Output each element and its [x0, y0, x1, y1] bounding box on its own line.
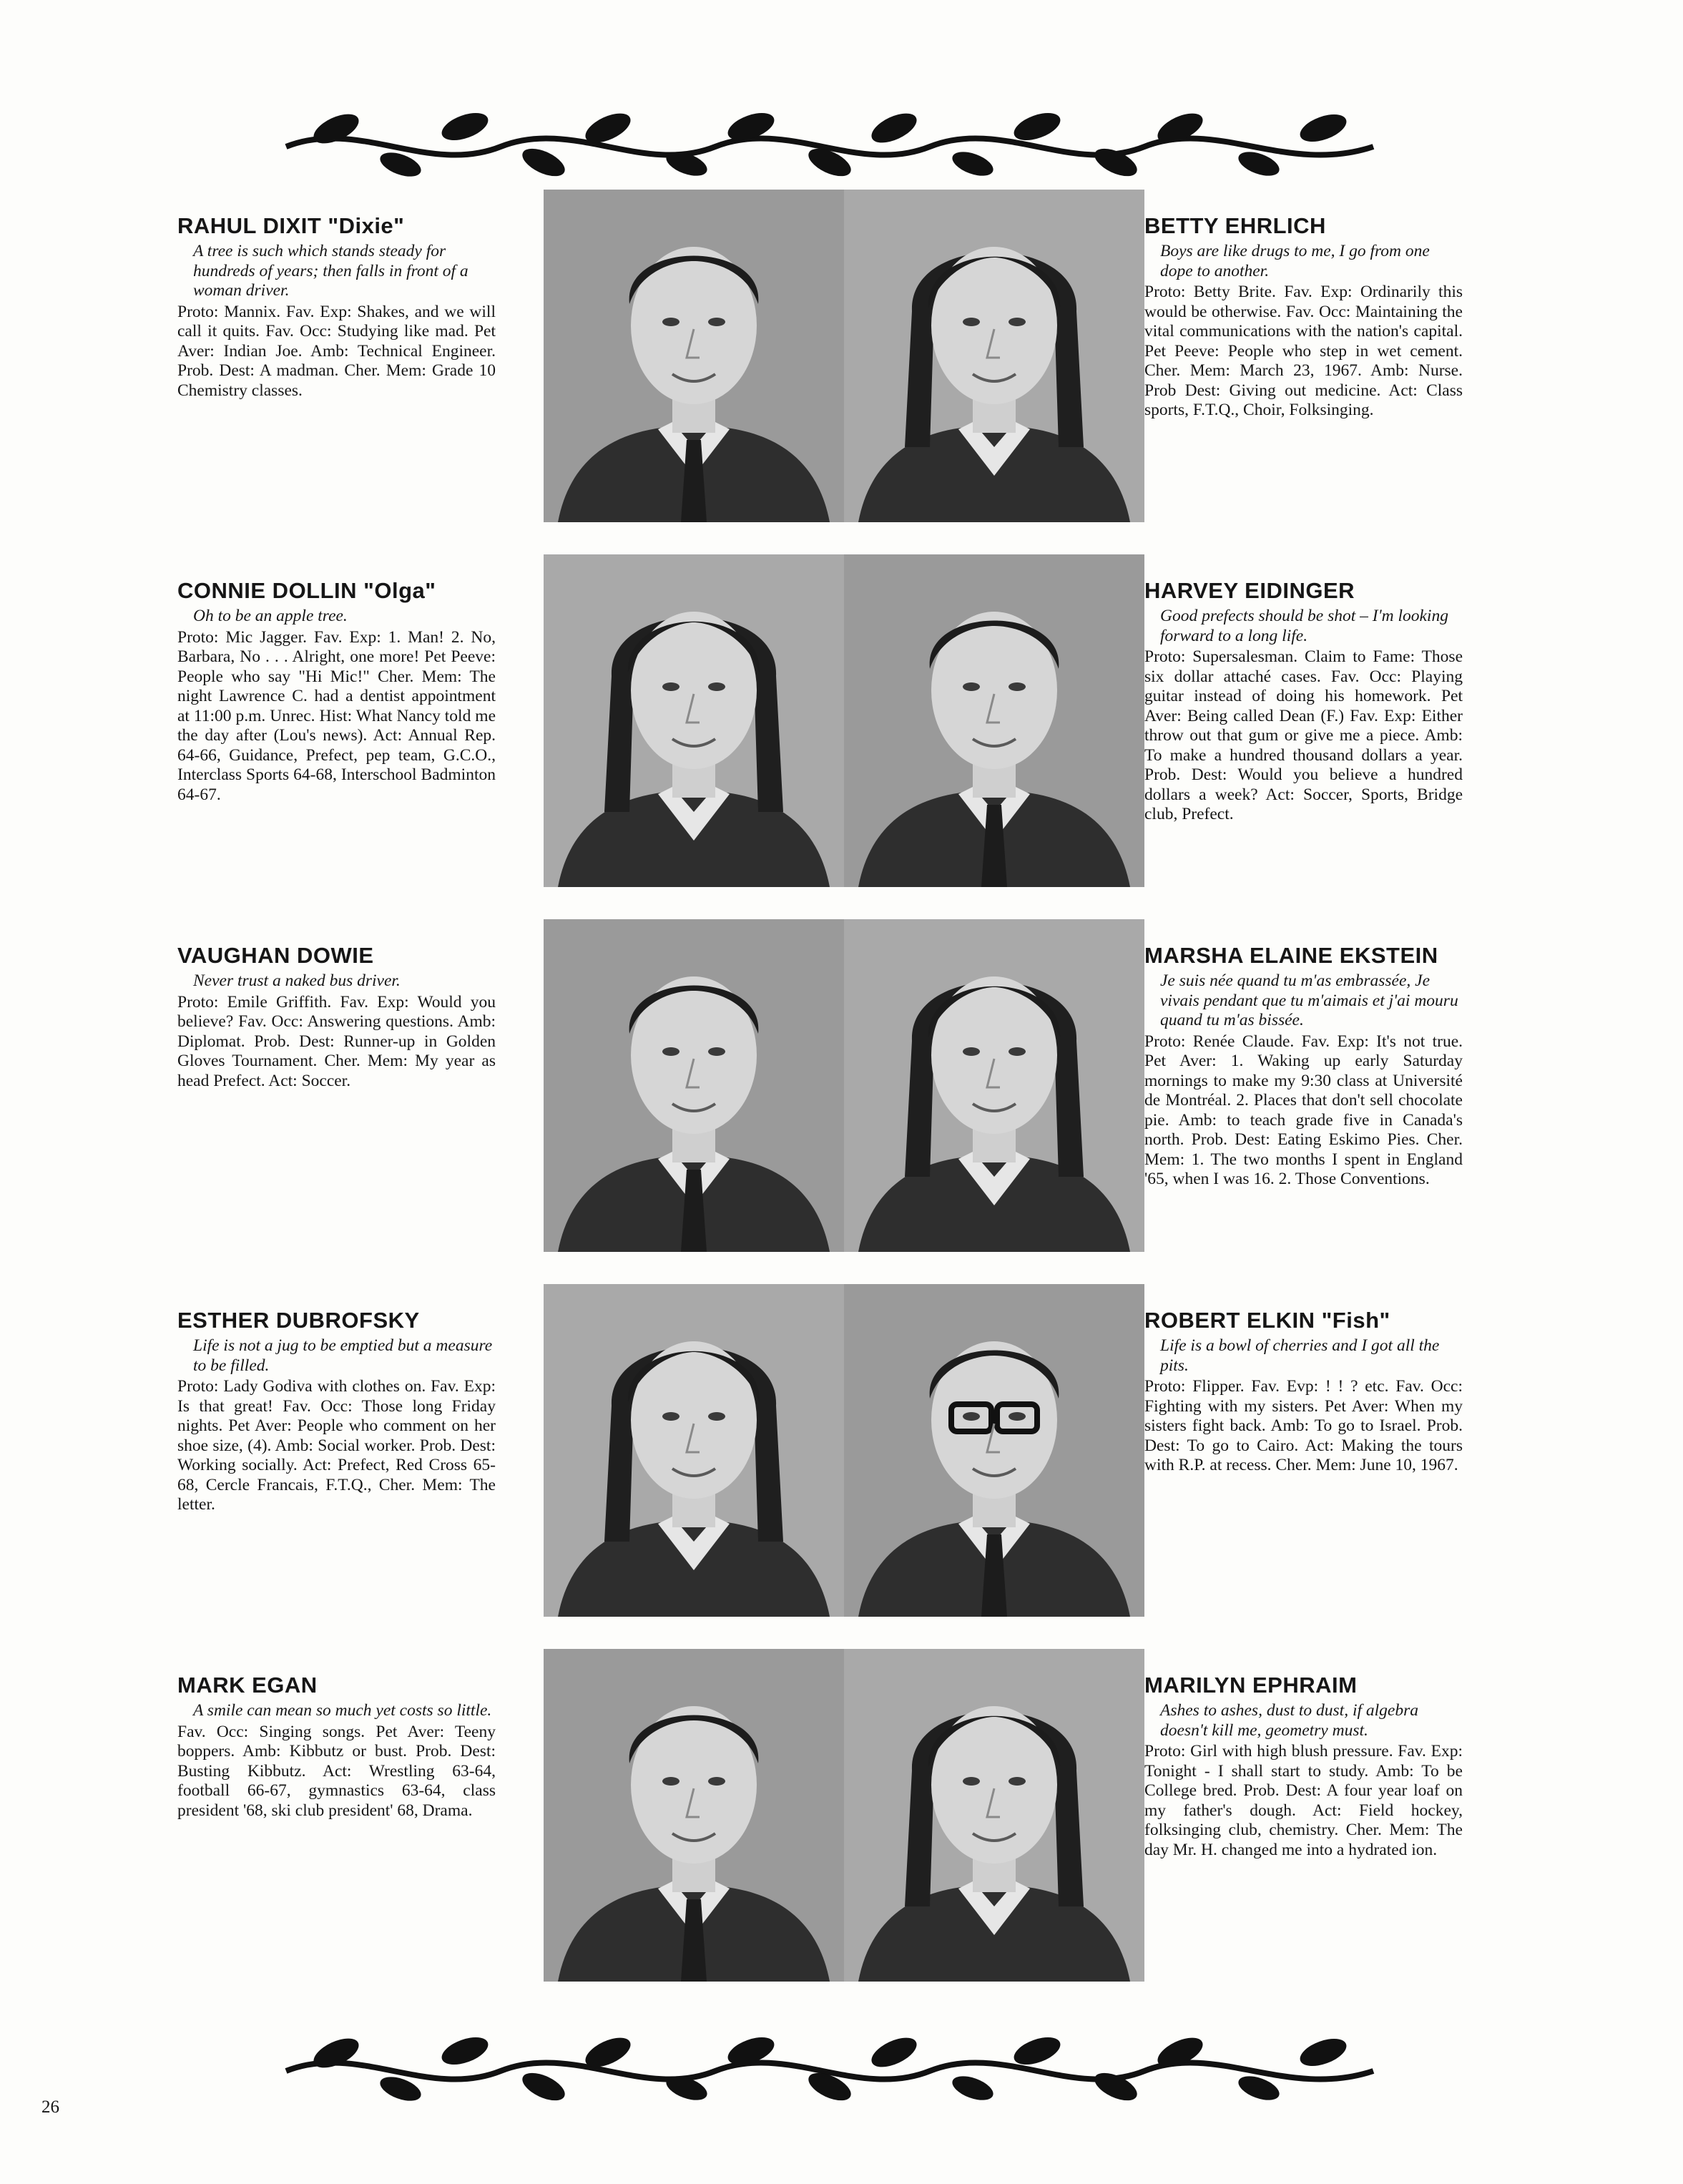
student-quote: Oh to be an apple tree.	[193, 607, 348, 625]
student-quote: Good prefects should be shot – I'm looking forward to a long life.	[1160, 607, 1448, 645]
student-quote: Life is not a jug to be emptied but a measure to be filled.	[193, 1336, 493, 1375]
female-portrait	[544, 1284, 844, 1617]
student-bio: Proto: Supersalesman. Claim to Fame: Those six dollar attaché cases. Fav. Occ: Playing guitar instead of doing his homework. Pet Aver: Being called Dean (F.) Fav. Exp: Either throw out that gum or give me a piece. Amb: To make a hundred thousand dollars a year. Prob. Dest: Would you believe a hundred dollars a week? Act: Soccer, Sports, Bridge club, Prefect.	[1144, 647, 1463, 823]
male-portrait	[544, 190, 844, 522]
male-portrait	[544, 1649, 844, 1982]
student-name: HARVEY EIDINGER	[1144, 578, 1355, 603]
student-quote: A tree is such which stands steady for hundreds of years; then falls in front of a woman driver.	[193, 242, 468, 300]
decorative-vine-top	[272, 97, 1388, 190]
student-quote: Never trust a naked bus driver.	[193, 971, 401, 990]
student-bio: Proto: Betty Brite. Fav. Exp: Ordinarily this would be otherwise. Fav. Occ: Maintaining the vital communications with the nation's capital. Pet Peeve: People who step in wet cement. Cher. Mem: March 23, 1967. Amb: Nurse. Prob Dest: Giving out medicine. Act: Class sports, F.T.Q., Choir, Folksinging.	[1144, 283, 1463, 419]
student-entry	[1144, 943, 1463, 1190]
student-entry	[177, 578, 496, 805]
student-name: RAHUL DIXIT "Dixie"	[177, 213, 405, 238]
decorative-vine-bottom	[272, 2021, 1388, 2114]
female-portrait	[544, 554, 844, 887]
student-entry	[1144, 578, 1463, 825]
student-entry	[177, 1673, 496, 1821]
male-portrait	[544, 919, 844, 1252]
student-bio: Fav. Occ: Singing songs. Pet Aver: Teeny boppers. Amb: Kibbutz or bust. Prob. Dest: Busting Kibbutz. Act: Wrestling 63-64, football 66-67, gymnastics 63-64, class president '68, ski club president' 68, Drama.	[177, 1722, 496, 1820]
student-quote: Boys are like drugs to me, I go from one dope to another.	[1160, 242, 1430, 280]
student-name: ROBERT ELKIN "Fish"	[1144, 1308, 1390, 1333]
student-entry	[1144, 1673, 1463, 1860]
student-quote: A smile can mean so much yet costs so little.	[193, 1701, 492, 1720]
student-name: CONNIE DOLLIN "Olga"	[177, 578, 436, 603]
female-portrait	[844, 190, 1144, 522]
female-portrait	[844, 1649, 1144, 1982]
student-entry	[1144, 1308, 1463, 1476]
student-quote: Life is a bowl of cherries and I got all the pits.	[1160, 1336, 1440, 1375]
male-portrait	[844, 554, 1144, 887]
student-name: MARILYN EPHRAIM	[1144, 1673, 1358, 1698]
student-name: MARSHA ELAINE EKSTEIN	[1144, 943, 1438, 968]
student-name: BETTY EHRLICH	[1144, 213, 1326, 238]
female-portrait	[844, 919, 1144, 1252]
student-bio: Proto: Mic Jagger. Fav. Exp: 1. Man! 2. No, Barbara, No . . . Alright, one more! Pet Peeve: People who say "Hi Mic!" Cher. Mem: The night Lawrence C. had a dentist appointment at 11:00 p.m. Unrec. Hist: What Nancy told me the day after (Lou's news). Act: Annual Rep. 64-66, Guidance, Prefect, pep team, G.C.O., Interclass Sports 64-68, Interschool Badminton 64-67.	[177, 627, 496, 804]
student-name: MARK EGAN	[177, 1673, 318, 1698]
student-entry	[177, 1308, 496, 1515]
student-entry	[177, 213, 496, 401]
student-entry	[177, 943, 496, 1091]
student-bio: Proto: Lady Godiva with clothes on. Fav. Exp: Is that great! Fav. Occ: Those long Friday nights. Pet Aver: People who comment on her shoe size, (4). Amb: Social worker. Prob. Dest: Working socially. Act: Prefect, Red Cross 65-68, Cercle Francais, F.T.Q., Cher. Mem: The letter.	[177, 1377, 496, 1514]
male-portrait-glasses	[844, 1284, 1144, 1617]
student-quote: Ashes to ashes, dust to dust, if algebra doesn't kill me, geometry must.	[1160, 1701, 1418, 1740]
student-bio: Proto: Emile Griffith. Fav. Exp: Would you believe? Fav. Occ: Answering questions. Amb: Diplomat. Prob. Dest: Runner-up in Golden Gloves Tournament. Cher. Mem: My year as head Prefect. Act: Soccer.	[177, 992, 496, 1090]
student-bio: Proto: Renée Claude. Fav. Exp: It's not true. Pet Aver: 1. Waking up early Saturday mornings to make my 9:30 class at Université de Montréal. 2. Places that don't sell chocolate pie. Amb: to teach grade five in Canada's north. Prob. Dest: Eating Eskimo Pies. Cher. Mem: 1. The two months I spent in England '65, when I was 16. 2. Those Conventions.	[1144, 1032, 1463, 1188]
student-bio: Proto: Girl with high blush pressure. Fav. Exp: Tonight - I shall start to study. Amb: To be College bred. Prob. Dest: A four year loaf on my father's dough. Act: Field hockey, folksinging club, chemistry. Cher. Mem: The day Mr. H. changed me into a hydrated ion.	[1144, 1742, 1463, 1859]
student-name: VAUGHAN DOWIE	[177, 943, 374, 968]
student-name: ESTHER DUBROFSKY	[177, 1308, 420, 1333]
page-number: 26	[41, 2097, 59, 2117]
student-bio: Proto: Mannix. Fav. Exp: Shakes, and we will call it quits. Fav. Occ: Studying like mad. Pet Aver: Indian Joe. Amb: Technical Engineer. Prob. Dest: A madman. Cher. Mem: Grade 10 Chemistry classes.	[177, 302, 496, 400]
student-entry	[1144, 213, 1463, 421]
student-quote: Je suis née quand tu m'as embrassée, Je vivais pendant que tu m'aimais et j'ai mouru quand tu m'as bissée.	[1160, 971, 1458, 1029]
student-bio: Proto: Flipper. Fav. Evp: ! ! ? etc. Fav. Occ: Fighting with my sisters. Pet Aver: When my sisters fight back. Amb: To go to Israel. Prob. Dest: To go to Cairo. Act: Making the tours with R.P. at recess. Cher. Mem: June 10, 1967.	[1144, 1377, 1463, 1474]
